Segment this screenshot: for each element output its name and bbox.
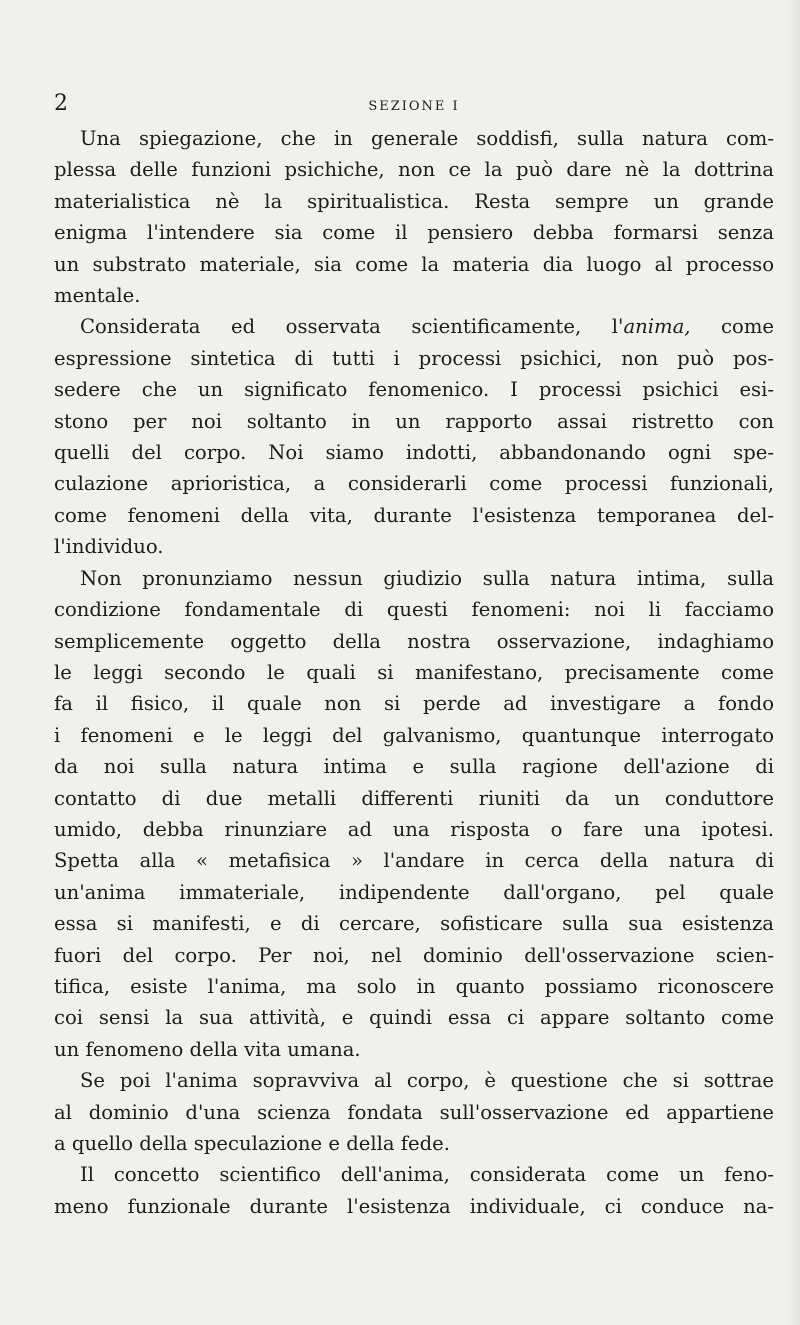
running-head: SEZIONE I	[368, 99, 460, 114]
paragraph-3	[54, 563, 774, 1066]
text-line: umido, debba rinunziare ad una risposta o fare una ipotesi.	[54, 817, 774, 841]
text-line: enigma l'intendere sia come il pensiero debba formarsi senza	[54, 221, 774, 245]
text-line: a quello della speculazione e della fede.	[54, 1132, 450, 1155]
paragraph-5	[54, 1159, 774, 1222]
text-line: le leggi secondo le quali si manifestano, precisamente come	[54, 660, 774, 684]
body-text	[54, 123, 774, 1222]
text-line: fuori del corpo. Per noi, nel dominio dell'osservazione scien-	[54, 943, 774, 967]
paragraph-1	[54, 123, 774, 311]
text-line: fa il fisico, il quale non si perde ad investigare a fondo	[54, 692, 774, 716]
text-run: come	[690, 315, 774, 339]
text-line: Una spiegazione, che in generale soddisfi, sulla natura com-	[80, 127, 774, 150]
text-line: un fenomeno della vita umana.	[54, 1037, 361, 1061]
text-line: Spetta alla « metafisica » l'andare in cerca della natura di	[54, 849, 774, 873]
text-line: sedere che un significato fenomenico. I processi psichici esi-	[54, 378, 774, 402]
text-line: come fenomeni della vita, durante l'esistenza temporanea del-	[54, 503, 774, 527]
text-line: Il concetto scientifico dell'anima, considerata come un feno-	[80, 1163, 774, 1187]
page-edge-shadow	[786, 0, 800, 1325]
text-line: da noi sulla natura intima e sulla ragione dell'azione di	[54, 755, 774, 779]
text-line: mentale.	[54, 284, 141, 308]
text-line: contatto di due metalli differenti riuniti da un conduttore	[54, 786, 774, 810]
text-line: semplicemente oggetto della nostra osservazione, indaghiamo	[54, 629, 774, 653]
text-line: quelli del corpo. Noi siamo indotti, abbandonando ogni spe-	[54, 441, 774, 465]
text-line: meno funzionale durante l'esistenza individuale, ci conduce na-	[54, 1194, 774, 1218]
paragraph-4	[54, 1065, 774, 1159]
text-line: l'individuo.	[54, 535, 164, 559]
text-line: culazione aprioristica, a considerarli come processi funzionali,	[54, 472, 774, 496]
text-line: espressione sintetica di tutti i processi psichici, non può pos-	[54, 346, 774, 370]
text-line: essa si manifesti, e di cercare, sofisticare sulla sua esistenza	[54, 912, 774, 936]
text-line: Non pronunziamo nessun giudizio sulla natura intima, sulla	[80, 566, 774, 590]
text-line: coi sensi la sua attività, e quindi essa ci appare soltanto come	[54, 1006, 774, 1030]
text-line: materialistica nè la spiritualistica. Resta sempre un grande	[54, 189, 774, 213]
page-header	[54, 93, 774, 123]
text-line: stono per noi soltanto in un rapporto assai ristretto con	[54, 409, 774, 433]
text-line: i fenomeni e le leggi del galvanismo, quantunque interrogato	[54, 723, 774, 747]
page-number: 2	[54, 91, 68, 116]
text-run: Considerata ed osservata scientificamente, l'	[80, 315, 624, 339]
text-line: al dominio d'una scienza fondata sull'osservazione ed appartiene	[54, 1100, 774, 1124]
text-line	[54, 311, 774, 342]
italic-term-anima: anima,	[623, 315, 691, 339]
paragraph-2	[54, 311, 774, 562]
text-line: condizione fondamentale di questi fenomeni: noi li facciamo	[54, 598, 774, 622]
text-line: tifica, esiste l'anima, ma solo in quanto possiamo riconoscere	[54, 974, 774, 998]
text-line: un substrato materiale, sia come la materia dia luogo al processo	[54, 252, 774, 276]
text-line: Se poi l'anima sopravviva al corpo, è questione che si sottrae	[80, 1069, 774, 1093]
text-line: un'anima immateriale, indipendente dall'organo, pel quale	[54, 880, 774, 904]
text-line: plessa delle funzioni psichiche, non ce la può dare nè la dottrina	[54, 158, 774, 182]
